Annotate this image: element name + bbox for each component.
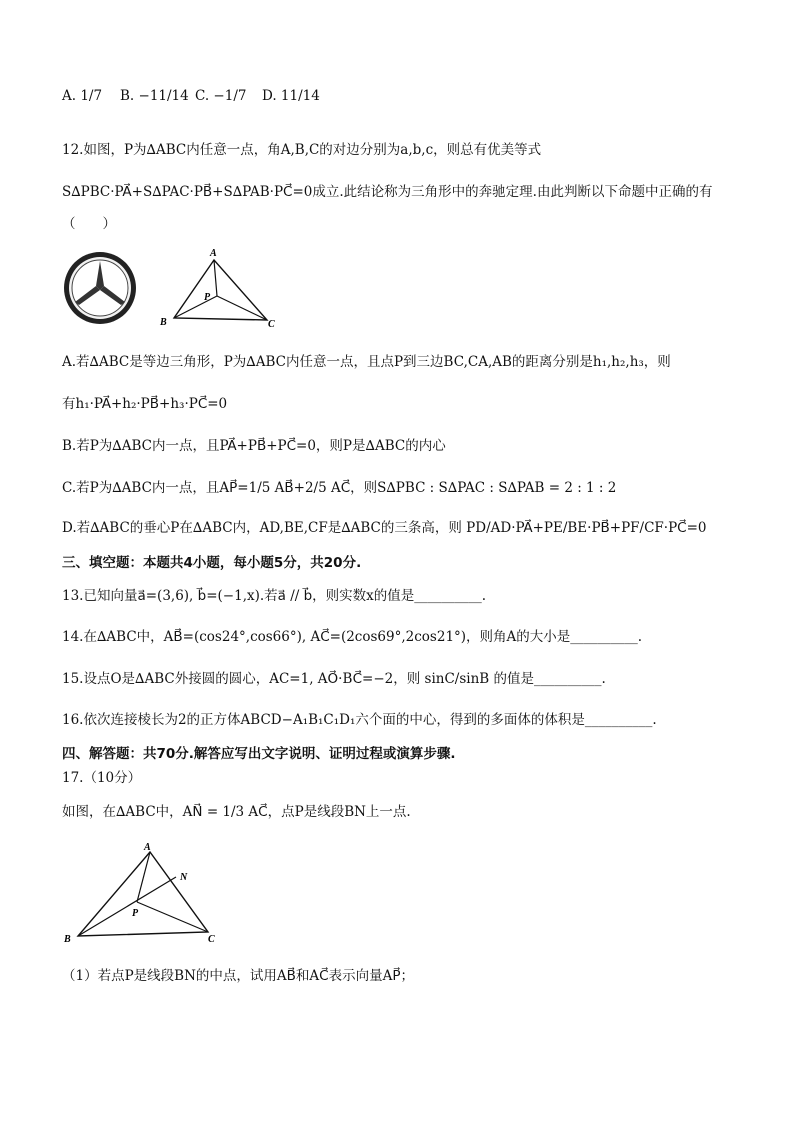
choice-b: B. −11/14 xyxy=(120,88,189,104)
choice-a: A. 1/7 xyxy=(62,88,103,104)
point-label-p: P xyxy=(204,292,211,303)
q12-figure xyxy=(62,244,302,336)
mercedes-logo-icon xyxy=(64,252,136,324)
q17-stem: 如图，在∆ABC中，AN⃗ = 1/3 AC⃗，点P是线段BN上一点. xyxy=(62,804,411,820)
q12-stem-line1: 12.如图，P为∆ABC内任意一点，角A,B,C的对边分别为a,b,c，则总有优美等式 xyxy=(62,142,542,158)
q15: 15.设点O是∆ABC外接圆的圆心，AC=1, AO⃗·BC⃗=−2，则 sinC/sinB 的值是__________. xyxy=(62,671,606,687)
vertex-label-a: A xyxy=(210,248,217,259)
q14: 14.在∆ABC中，AB⃗=(cos24°,cos66°), AC⃗=(2cos69°,2cos21°)，则角A的大小是__________. xyxy=(62,629,643,645)
vertex-label-a: A xyxy=(144,842,151,853)
q12-option-d: D.若∆ABC的垂心P在∆ABC内，AD,BE,CF是∆ABC的三条高，则 PD/AD·PA⃗+PE/BE·PB⃗+PF/CF·PC⃗=0 xyxy=(62,520,707,536)
q16: 16.依次连接棱长为2的正方体ABCD−A₁B₁C₁D₁六个面的中心，得到的多面体的体积是__________. xyxy=(62,712,657,728)
choice-d: D. 11/14 xyxy=(262,88,320,104)
q17-part1: （1）若点P是线段BN的中点，试用AB⃗和AC⃗表示向量AP⃗； xyxy=(62,968,414,984)
section-4-heading: 四、解答题：共70分.解答应写出文字说明、证明过程或演算步骤. xyxy=(62,746,456,762)
triangle-abc-bn-figure xyxy=(63,842,215,945)
point-label-p: P xyxy=(132,908,139,919)
point-label-n: N xyxy=(180,872,188,883)
q12-option-a-line2: 有h₁·PA⃗+h₂·PB⃗+h₃·PC⃗=0 xyxy=(62,396,228,412)
vertex-label-c: C xyxy=(208,934,215,945)
section-3-heading: 三、填空题：本题共4小题，每小题5分，共20分. xyxy=(62,555,362,571)
q12-stem-line3: （ ） xyxy=(62,216,116,232)
q17-figure xyxy=(62,838,222,950)
q17-heading: 17.（10分） xyxy=(62,770,142,786)
vertex-label-c: C xyxy=(268,319,275,330)
q12-option-c: C.若P为∆ABC内一点，且AP⃗=1/5 AB⃗+2/5 AC⃗，则S∆PBC : S∆PAC : S∆PAB = 2 : 1 : 2 xyxy=(62,480,617,496)
choice-c: C. −1/7 xyxy=(195,88,247,104)
q12-option-b: B.若P为∆ABC内一点，且PA⃗+PB⃗+PC⃗=0，则P是∆ABC的内心 xyxy=(62,438,446,454)
q12-option-a-line1: A.若∆ABC是等边三角形，P为∆ABC内任意一点，且点P到三边BC,CA,AB的距离分别是h₁,h₂,h₃，则 xyxy=(62,354,671,370)
q12-stem-line2: S∆PBC·PA⃗+S∆PAC·PB⃗+S∆PAB·PC⃗=0成立.此结论称为三角形中的奔驰定理.由此判断以下命题中正确的有 xyxy=(62,184,713,200)
vertex-label-b: B xyxy=(64,934,71,945)
q13: 13.已知向量a⃗=(3,6), b⃗=(−1,x).若a⃗ // b⃗，则实数x的值是__________. xyxy=(62,588,487,604)
triangle-abc-figure xyxy=(159,248,275,330)
vertex-label-b: B xyxy=(160,317,167,328)
